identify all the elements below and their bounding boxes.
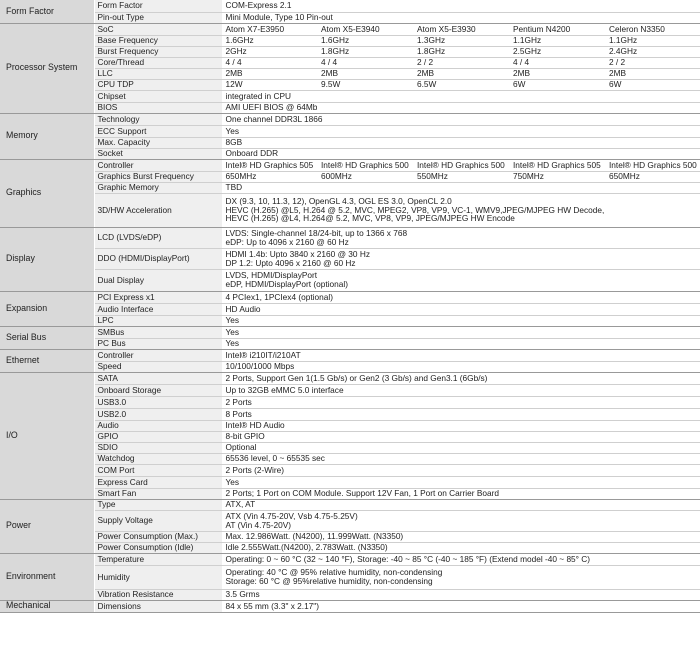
spec-label: Audio Interface	[94, 303, 222, 315]
spec-row-lpc	[0, 315, 700, 326]
spec-value	[222, 499, 700, 510]
spec-value-model-1: 650MHz	[222, 171, 318, 182]
spec-label: SATA	[94, 372, 222, 384]
spec-value-line: 3.5 Grms	[225, 589, 260, 600]
spec-label: BIOS	[94, 102, 222, 113]
spec-value-model-1: Intel® HD Graphics 505	[222, 159, 318, 171]
spec-label: Type	[94, 499, 222, 510]
spec-value	[222, 565, 700, 589]
spec-value-model-4: 2.5GHz	[510, 46, 606, 57]
spec-label: Audio	[94, 420, 222, 431]
spec-value-line: LVDS: Single-channel 18/24-bit, up to 1366 x 768	[225, 227, 408, 238]
spec-value-line: Storage: 60 °C @ 95%relative humidity, non-condensing	[225, 576, 433, 586]
spec-value-line: HD Audio	[225, 303, 261, 314]
spec-value-line: 8GB	[225, 137, 243, 148]
spec-label: Graphic Memory	[94, 182, 222, 193]
spec-value	[222, 125, 700, 137]
spec-value-line: ATX, AT	[225, 499, 256, 510]
spec-value	[222, 326, 700, 338]
spec-value-line: Up to 32GB eMMC 5.0 interface	[225, 384, 344, 395]
spec-row-express-card	[0, 476, 700, 488]
spec-value	[222, 303, 700, 315]
spec-row-usb2-0	[0, 408, 700, 420]
spec-label: Chipset	[94, 90, 222, 102]
spec-value-model-2: 600MHz	[318, 171, 414, 182]
spec-value	[222, 227, 700, 248]
spec-value	[222, 269, 700, 291]
spec-label: Vibration Resistance	[94, 589, 222, 600]
spec-value-model-1: 2GHz	[222, 46, 318, 57]
spec-value	[222, 193, 700, 227]
spec-row-supply-voltage	[0, 510, 700, 531]
spec-label: SDIO	[94, 442, 222, 453]
spec-value-model-2: 2MB	[318, 68, 414, 79]
spec-row-base-frequency	[0, 35, 700, 46]
spec-row-pc-bus	[0, 338, 700, 349]
spec-value	[222, 248, 700, 269]
spec-value-line: 84 x 55 mm (3.3" x 2.17")	[225, 600, 320, 611]
spec-value-line: integrated in CPU	[225, 90, 291, 101]
spec-label: CPU TDP	[94, 79, 222, 90]
section-i-o: I/O	[0, 372, 94, 499]
spec-value-model-3: 550MHz	[414, 171, 510, 182]
spec-label: Supply Voltage	[94, 510, 222, 531]
spec-value-line: DP 1.2: Upto 4096 x 2160 @ 60 Hz	[225, 257, 356, 268]
spec-label: Technology	[94, 113, 222, 125]
spec-value-model-3: 1.8GHz	[414, 46, 510, 57]
spec-value	[222, 453, 700, 464]
spec-label: Form Factor	[94, 0, 222, 12]
spec-label: Pin-out Type	[94, 12, 222, 23]
spec-value	[222, 542, 700, 553]
spec-value	[222, 408, 700, 420]
spec-value-line: 65536 level, 0 ~ 65535 sec	[225, 453, 325, 464]
spec-value	[222, 137, 700, 148]
spec-value-line: 2 Ports, Support Gen 1(1.5 Gb/s) or Gen2 (3 Gb/s) and Gen3.1 (6Gb/s)	[225, 372, 488, 383]
spec-value	[222, 113, 700, 125]
spec-row-humidity	[0, 565, 700, 589]
spec-value-model-4: 1.1GHz	[510, 35, 606, 46]
spec-row-onboard-storage	[0, 384, 700, 396]
spec-label: GPIO	[94, 431, 222, 442]
spec-value-line: AMI UEFI BIOS @ 64Mb	[225, 102, 318, 113]
spec-value	[222, 182, 700, 193]
spec-value-line: 2 Ports; 1 Port on COM Module. Support 12V Fan, 1 Port on Carrier Board	[225, 488, 499, 499]
spec-value-line: COM-Express 2.1	[225, 0, 292, 11]
spec-label: USB3.0	[94, 396, 222, 408]
spec-row-controller	[0, 349, 700, 361]
spec-value-model-1: 12W	[222, 79, 318, 90]
spec-row-max-capacity	[0, 137, 700, 148]
spec-row-temperature	[0, 553, 700, 565]
spec-value	[222, 488, 700, 499]
spec-row-pci-express-x1	[0, 291, 700, 303]
spec-label: Graphics Burst Frequency	[94, 171, 222, 182]
spec-value-line: Yes	[225, 476, 240, 487]
spec-row-power-consumption-idle	[0, 542, 700, 553]
spec-row-audio-interface	[0, 303, 700, 315]
section-expansion: Expansion	[0, 291, 94, 326]
spec-label: USB2.0	[94, 408, 222, 420]
spec-value	[222, 315, 700, 326]
spec-value-line: HEVC (H.265) @L4, H.264@ 5.2, MVC, VP8, VP9, JPEG/MJPEG HW Encode	[225, 213, 515, 224]
spec-value-line: Optional	[225, 442, 257, 453]
section-serial-bus: Serial Bus	[0, 326, 94, 349]
section-processor-system: Processor System	[0, 23, 94, 113]
spec-value-line: Yes	[225, 338, 240, 349]
spec-row-power-consumption-max	[0, 531, 700, 542]
spec-label: Express Card	[94, 476, 222, 488]
spec-value-model-1: Atom X7-E3950	[222, 23, 318, 35]
spec-row-llc	[0, 68, 700, 79]
spec-value-line: 8 Ports	[225, 408, 252, 419]
spec-value-line: ATX (Vin 4.75-20V, Vsb 4.75-5.25V)	[225, 510, 358, 521]
spec-value-line: Intel® i210IT/i210AT	[225, 349, 301, 360]
spec-value-model-4: 4 / 4	[510, 57, 606, 68]
spec-value-line: Yes	[225, 315, 240, 326]
spec-label: Temperature	[94, 553, 222, 565]
spec-label: ECC Support	[94, 125, 222, 137]
spec-row-form-factor	[0, 0, 700, 12]
spec-value-line: 10/100/1000 Mbps	[225, 361, 295, 372]
spec-value-model-2: 1.8GHz	[318, 46, 414, 57]
spec-row-speed	[0, 361, 700, 372]
spec-value	[222, 338, 700, 349]
spec-label: Controller	[94, 349, 222, 361]
spec-row-vibration-resistance	[0, 589, 700, 600]
spec-value-model-2: Intel® HD Graphics 500	[318, 159, 414, 171]
spec-row-dimensions	[0, 600, 700, 612]
spec-row-lcd-lvds-edp	[0, 227, 700, 248]
spec-value-model-5: Intel® HD Graphics 500	[606, 159, 700, 171]
spec-value-line: DX (9.3, 10, 11.3, 12), OpenGL 4.3, OGL ES 3.0, OpenCL 2.0	[225, 195, 452, 206]
spec-row-ddo-hdmi-displayport	[0, 248, 700, 269]
spec-row-pin-out-type	[0, 12, 700, 23]
spec-label: Controller	[94, 159, 222, 171]
spec-label: PCI Express x1	[94, 291, 222, 303]
spec-value-line: 2 Ports (2-Wire)	[225, 464, 285, 475]
spec-label: Core/Thread	[94, 57, 222, 68]
section-display: Display	[0, 227, 94, 291]
spec-value-model-5: 650MHz	[606, 171, 700, 182]
spec-value-model-3: Atom X5-E3930	[414, 23, 510, 35]
spec-label: DDO (HDMI/DisplayPort)	[94, 248, 222, 269]
spec-value	[222, 442, 700, 453]
spec-row-bios	[0, 102, 700, 113]
spec-label: Max. Capacity	[94, 137, 222, 148]
spec-value-model-5: 2MB	[606, 68, 700, 79]
spec-row-audio	[0, 420, 700, 431]
section-environment: Environment	[0, 553, 94, 600]
spec-label: PC Bus	[94, 338, 222, 349]
spec-row-dual-display	[0, 269, 700, 291]
spec-row-chipset	[0, 90, 700, 102]
spec-value-line: Onboard DDR	[225, 148, 279, 159]
spec-value	[222, 291, 700, 303]
spec-label: Speed	[94, 361, 222, 372]
spec-row-soc	[0, 23, 700, 35]
spec-row-ecc-support	[0, 125, 700, 137]
spec-row-sata	[0, 372, 700, 384]
spec-label: LLC	[94, 68, 222, 79]
spec-label: SMBus	[94, 326, 222, 338]
section-power: Power	[0, 499, 94, 553]
section-ethernet: Ethernet	[0, 349, 94, 372]
spec-label: Smart Fan	[94, 488, 222, 499]
spec-value	[222, 148, 700, 159]
spec-row-usb3-0	[0, 396, 700, 408]
spec-value	[222, 102, 700, 113]
spec-value-line: LVDS, HDMI/DisplayPort	[225, 270, 318, 281]
spec-value-model-1: 2MB	[222, 68, 318, 79]
spec-value-model-3: 2 / 2	[414, 57, 510, 68]
spec-value-model-2: Atom X5-E3940	[318, 23, 414, 35]
spec-value-line: HDMI 1.4b: Upto 3840 x 2160 @ 30 Hz	[225, 248, 370, 259]
spec-row-burst-frequency	[0, 46, 700, 57]
spec-label: Socket	[94, 148, 222, 159]
spec-value	[222, 372, 700, 384]
spec-value	[222, 431, 700, 442]
section-memory: Memory	[0, 113, 94, 159]
spec-value-line: 2 Ports	[225, 396, 252, 407]
spec-label: LCD (LVDS/eDP)	[94, 227, 222, 248]
spec-value	[222, 396, 700, 408]
spec-row-gpio	[0, 431, 700, 442]
spec-value-model-4: Pentium N4200	[510, 23, 606, 35]
spec-value-line: 4 PCIex1, 1PCIex4 (optional)	[225, 291, 333, 302]
spec-row-graphics-burst-frequency	[0, 171, 700, 182]
spec-value-model-4: 2MB	[510, 68, 606, 79]
spec-value-line: Operating: 40 °C @ 95% relative humidity, non-condensing	[225, 567, 443, 578]
spec-row-sdio	[0, 442, 700, 453]
spec-row-type	[0, 499, 700, 510]
section-form-factor: Form Factor	[0, 0, 94, 23]
spec-value-line: eDP: Up to 4096 x 2160 @ 60 Hz	[225, 236, 349, 247]
spec-value	[222, 553, 700, 565]
spec-value	[222, 476, 700, 488]
spec-value	[222, 90, 700, 102]
spec-value	[222, 589, 700, 600]
spec-value-model-3: 6.5W	[414, 79, 510, 90]
spec-value-line: Idle 2.555Watt.(N4200), 2.783Watt. (N3350)	[225, 542, 388, 553]
spec-label: Watchdog	[94, 453, 222, 464]
spec-value-line: eDP, HDMI/DisplayPort (optional)	[225, 279, 349, 289]
spec-label: Power Consumption (Idle)	[94, 542, 222, 553]
spec-value-model-1: 4 / 4	[222, 57, 318, 68]
spec-value-model-3: 1.3GHz	[414, 35, 510, 46]
spec-row-cpu-tdp	[0, 79, 700, 90]
spec-label: SoC	[94, 23, 222, 35]
section-graphics: Graphics	[0, 159, 94, 227]
spec-value-model-2: 4 / 4	[318, 57, 414, 68]
spec-value-model-4: Intel® HD Graphics 505	[510, 159, 606, 171]
spec-row-com-port	[0, 464, 700, 476]
spec-row-smart-fan	[0, 488, 700, 499]
spec-value	[222, 510, 700, 531]
spec-value	[222, 349, 700, 361]
spec-row-watchdog	[0, 453, 700, 464]
spec-value	[222, 531, 700, 542]
spec-value-line: AT (Vin 4.75-20V)	[225, 519, 291, 530]
spec-value-model-2: 1.6GHz	[318, 35, 414, 46]
spec-label: Humidity	[94, 565, 222, 589]
spec-label: Dual Display	[94, 269, 222, 291]
spec-value-line: Operating: 0 ~ 60 °C (32 ~ 140 °F), Storage: -40 ~ 85 °C (-40 ~ 185 °F) (Extend model -40 ~ 85° C)	[225, 553, 591, 564]
spec-label: COM Port	[94, 464, 222, 476]
spec-label: 3D/HW Acceleration	[94, 193, 222, 227]
spec-label: Onboard Storage	[94, 384, 222, 396]
spec-value-model-5: Celeron N3350	[606, 23, 700, 35]
spec-value	[222, 464, 700, 476]
spec-value-model-5: 6W	[606, 79, 700, 90]
spec-label: LPC	[94, 315, 222, 326]
spec-value	[222, 361, 700, 372]
spec-row-core-thread	[0, 57, 700, 68]
spec-value	[222, 420, 700, 431]
spec-value	[222, 12, 700, 23]
spec-value-model-4: 750MHz	[510, 171, 606, 182]
spec-value-model-5: 1.1GHz	[606, 35, 700, 46]
spec-value-model-1: 1.6GHz	[222, 35, 318, 46]
spec-label: Base Frequency	[94, 35, 222, 46]
spec-value-model-4: 6W	[510, 79, 606, 90]
spec-value	[222, 0, 700, 12]
spec-value-line: HEVC (H.265) @L5, H.264 @ 5.2, MVC, MPEG2, VP8, VP9, VC-1, WMV9,JPEG/MJPEG HW Decode,	[225, 204, 605, 215]
spec-row-socket	[0, 148, 700, 159]
spec-value-line: 8-bit GPIO	[225, 431, 265, 442]
spec-row-3d-hw-acceleration	[0, 193, 700, 227]
spec-row-graphic-memory	[0, 182, 700, 193]
spec-label: Power Consumption (Max.)	[94, 531, 222, 542]
spec-value-line: Max. 12.986Watt. (N4200), 11.999Watt. (N3350)	[225, 531, 404, 542]
spec-value-line: TBD	[225, 182, 243, 193]
spec-value-model-5: 2.4GHz	[606, 46, 700, 57]
spec-row-smbus	[0, 326, 700, 338]
spec-value-model-5: 2 / 2	[606, 57, 700, 68]
spec-value	[222, 384, 700, 396]
spec-row-technology	[0, 113, 700, 125]
spec-value-line: Intel® HD Audio	[225, 420, 285, 431]
spec-value-model-3: Intel® HD Graphics 500	[414, 159, 510, 171]
spec-value-line: Yes	[225, 326, 240, 337]
spec-value-line: Mini Module, Type 10 Pin-out	[225, 12, 333, 23]
spec-row-controller	[0, 159, 700, 171]
spec-label: Burst Frequency	[94, 46, 222, 57]
spec-label: Dimensions	[94, 600, 222, 612]
spec-value	[222, 600, 700, 612]
spec-value-line: Yes	[225, 125, 240, 136]
spec-value-line: One channel DDR3L 1866	[225, 113, 323, 124]
spec-value-model-2: 9.5W	[318, 79, 414, 90]
spec-value-model-3: 2MB	[414, 68, 510, 79]
section-mechanical: Mechanical	[0, 600, 94, 612]
